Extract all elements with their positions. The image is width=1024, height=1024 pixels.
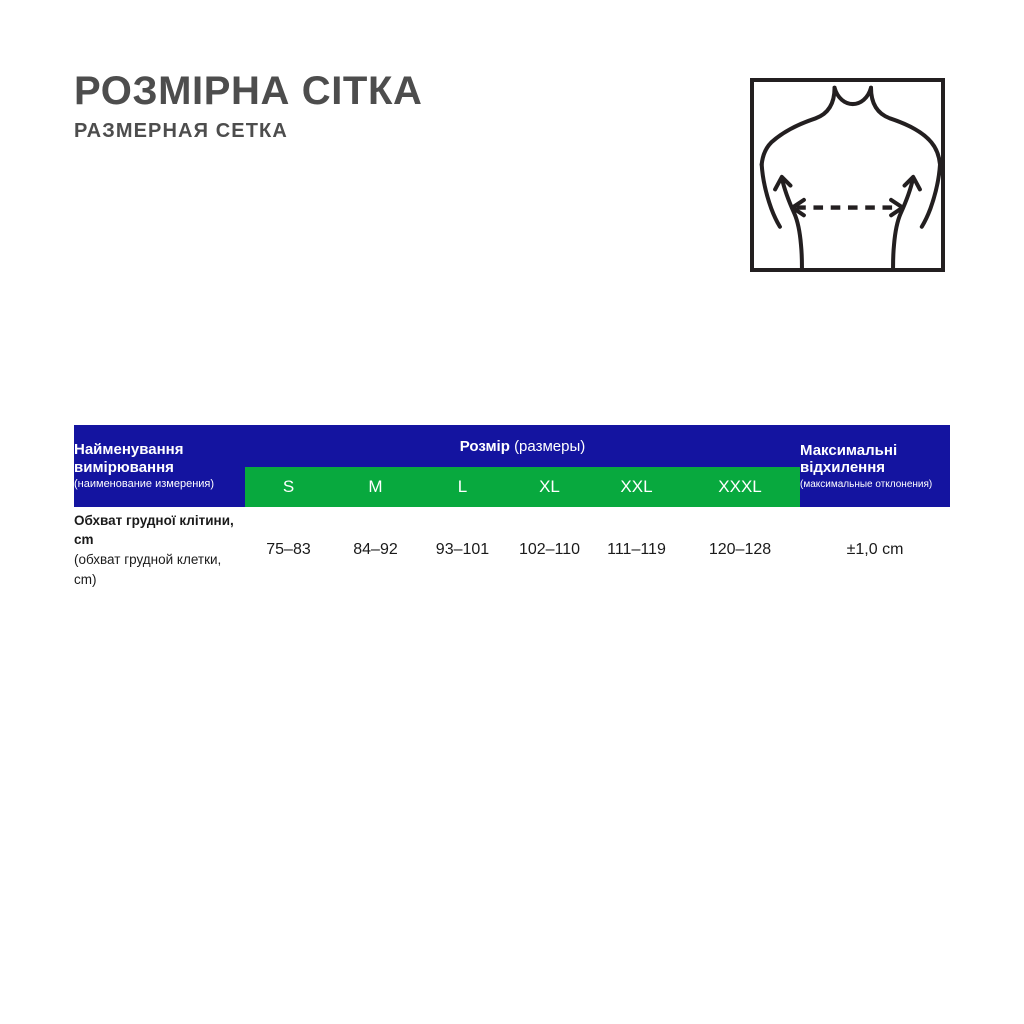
cell-chest-l: 93–101: [419, 507, 506, 593]
cell-chest-xl: 102–110: [506, 507, 593, 593]
page-title-ru: РАЗМЕРНАЯ СЕТКА: [74, 120, 288, 142]
row-label-chest-ru: (обхват грудной клетки, cm): [74, 552, 222, 587]
header-sizes-banner-ru: (размеры): [514, 437, 586, 455]
size-header-l: L: [419, 467, 506, 507]
chest-measurement-diagram: [750, 78, 945, 272]
row-label-chest-uk: Обхват грудної клітини, cm: [74, 512, 234, 548]
size-header-xl: XL: [506, 467, 593, 507]
cell-chest-xxl: 111–119: [593, 507, 680, 593]
header-sizes-banner-uk: Розмір: [459, 437, 510, 455]
table-row: [74, 507, 950, 593]
size-chart-table: [74, 425, 950, 593]
torso-figure-icon: [754, 82, 941, 268]
cell-chest-s: 75–83: [245, 507, 332, 593]
cell-chest-m: 84–92: [332, 507, 419, 593]
header-tolerance: [800, 425, 950, 507]
size-header-xxl: XXL: [593, 467, 680, 507]
size-header-m: M: [332, 467, 419, 507]
header-measurement-name: [74, 425, 245, 507]
table-header: [74, 425, 950, 507]
header-sizes-banner: [245, 425, 800, 467]
header-tolerance-ru: (максимальные отклонения): [800, 479, 933, 491]
header-measurement-name-uk: Найменування вимірювання: [74, 441, 184, 476]
size-header-xxxl: XXXL: [680, 467, 800, 507]
page-heading: [74, 70, 694, 142]
cell-chest-tolerance: ±1,0 cm: [800, 507, 950, 593]
header-tolerance-uk: Максимальні відхилення: [800, 441, 898, 476]
table-body: [74, 507, 950, 593]
page-title-uk: РОЗМІРНА СІТКА: [74, 69, 423, 113]
header-measurement-name-ru: (наименование измерения): [74, 477, 215, 490]
size-header-s: S: [245, 467, 332, 507]
cell-chest-xxxl: 120–128: [680, 507, 800, 593]
row-label-chest: [74, 507, 245, 593]
table-header-row-top: [74, 425, 950, 467]
